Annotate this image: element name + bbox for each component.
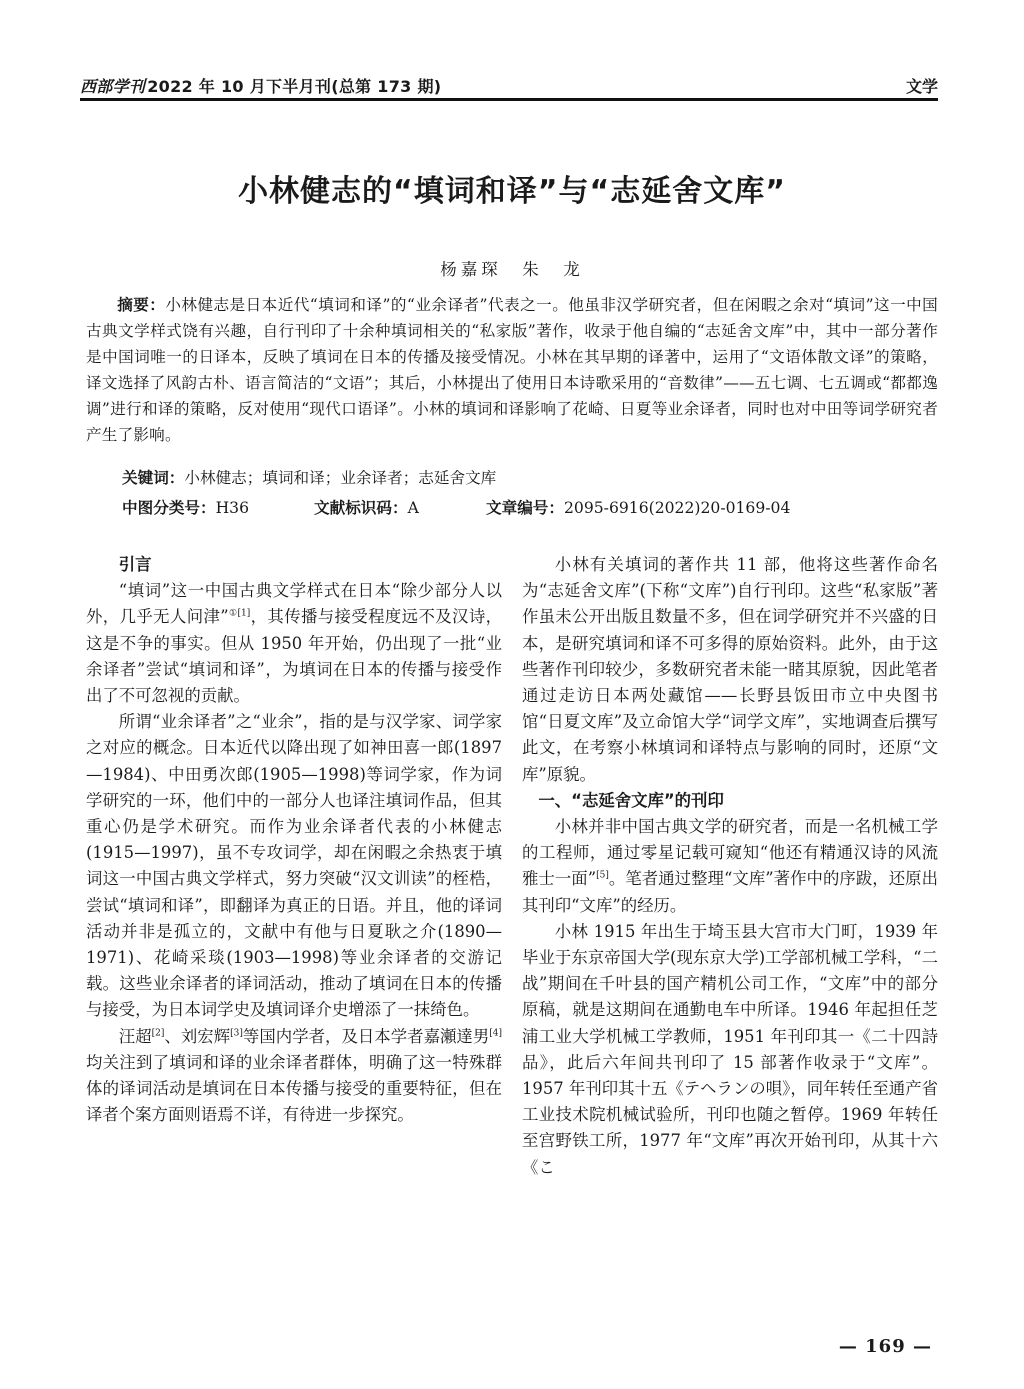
intro-heading: 引言 xyxy=(118,555,152,574)
footnote-ref: ①[1] xyxy=(228,608,251,619)
paragraph-1 xyxy=(86,578,502,709)
paragraph-2: 所谓“业余译者”之“业余”，指的是与汉学家、词学家之对应的概念。日本近代以降出现了如神田喜一郎(1897—1984)、中田勇次郎(1905—1998)等词学家，作为词学研究的一环，他们中的一部分人也译注填词作品，但其重心仍是学术研究。而作为业余译者代表的小林健志(1915—1997)，虽不专攻词学，却在闲暇之余热衷于填词这一中国古典文学样式，努力突破“汉文训读”的桎梏，尝试“填词和译”，即翻译为真正的日语。并且，他的译词活动并非是孤立的，文献中有他与日夏耿之介(1890—1971)、花崎采琰(1903—1998)等业余译者的交游记载。这些业余译者的译词活动，推动了填词在日本的传播与接受，为日本词学史及填词译介史增添了一抹绮色。 xyxy=(86,712,502,1020)
p1-text-b: ，其传播与接受程度远不及汉诗，这是不争的事实。但从 1950 年开始，仍出现了一批“业余译者”尝试“填词和译”，为填词在日本的传播与接受作出了不可忽视的贡献。 xyxy=(86,607,502,706)
keywords-label: 关键词： xyxy=(122,469,185,487)
running-header xyxy=(80,70,938,101)
clc-value: H36 xyxy=(215,499,250,517)
abstract-text: 小林健志是日本近代“填词和译”的“业余译者”代表之一。他虽非汉学研究者，但在闲暇之余对“填词”这一中国古典文学样式饶有兴趣，自行刊印了十余种填词相关的“私家版”著作，收录于他自编的“志延舍文库”中，其中一部分著作是中国词唯一的日译本，反映了填词在日本的传播及接受情况。小林在其早期的译著中，运用了“文语体散文译”的策略，译文选择了风韵古朴、语言简洁的“文语”；其后，小林提出了使用日本诗歌采用的“音数律”——五七调、七五调或“都都逸调”进行和译的策略，反对使用“现代口语译”。小林的填词和译影响了花崎、日夏等业余译者，同时也对中田等词学研究者产生了影响。 xyxy=(86,296,938,444)
article-title: 小林健志的“填词和译”与“志延舍文库” xyxy=(238,174,786,209)
p5-text-a: 小林并非中国古典文学的研究者，而是一名机械工学的工程师，通过零星记载可窥知“他还有精通汉诗的风流雅士一面” xyxy=(522,817,938,889)
paragraph-3 xyxy=(86,1024,502,1129)
article-number xyxy=(486,496,790,518)
journal-logo: 西部学刊 xyxy=(80,77,146,96)
section-1-heading: 一、“志延舍文库”的刊印 xyxy=(538,790,724,810)
clc-label: 中图分类号： xyxy=(122,499,216,517)
citation-ref: [3] xyxy=(230,1028,243,1039)
p3-text-c: 等国内学者，及日本学者嘉瀬達男 xyxy=(242,1026,490,1046)
paragraph-6: 小林 1915 年出生于埼玉县大宫市大门町，1939 年毕业于东京帝国大学(现东京大学)工学部机械工学科，“二战”期间在千叶县的国产精机公司工作，“文库”中的部分原稿，就是这期间在通勤电车中所译。1946 年起担任芝浦工业大学机械工学教师，1951 年刊印其一《二十四詩品》，此后六年间共刊印了 15 部著作收录于“文库”。1957 年刊印其十五《テヘランの唄》，同年转任至通产省工业技术院机械试验所，刊印也随之暂停。1969 年转任至宫野铁工所，1977 年“文库”再次开始刊印，从其十六《こ xyxy=(522,921,938,1177)
right-column xyxy=(522,552,938,1181)
p5-text-b: 。笔者通过整理“文库”著作中的序跋，还原出其刊印“文库”的经历。 xyxy=(522,869,938,915)
article-number-value: 2095-6916(2022)20-0169-04 xyxy=(563,499,791,517)
issue-text: 2022 年 10 月下半月刊(总第 173 期) xyxy=(147,77,442,96)
paragraph-5 xyxy=(522,814,938,919)
keywords xyxy=(122,466,496,488)
paragraph-4: 小林有关填词的著作共 11 部，他将这些著作命名为“志延舍文库”(下称“文库”)自行刊印。这些“私家版”著作虽未公开出版且数量不多，但在词学研究并不兴盛的日本，是研究填词和译不可多得的原始资料。此外，由于这些著作刊印较少，多数研究者未能一睹其原貌，因此笔者通过走访日本两处藏馆——长野县饭田市立中央图书馆“日夏文库”及立命馆大学“词学文库”，实地调查后撰写此文，在考察小林填词和译特点与影响的同时，还原“文库”原貌。 xyxy=(522,555,938,784)
abstract xyxy=(86,292,938,448)
article-number-label: 文章编号： xyxy=(486,499,564,517)
p1-text-a: “填词”这一中国古典文学样式在日本“除少部分人以外，几乎无人问津” xyxy=(86,581,502,627)
left-column xyxy=(86,552,502,1128)
section-label: 文学 xyxy=(905,77,938,96)
abstract-label: 摘要： xyxy=(117,296,166,314)
p3-text-a: 汪超 xyxy=(118,1026,152,1046)
classification-line xyxy=(122,496,942,520)
clc xyxy=(122,496,249,518)
doc-code-value: A xyxy=(407,499,419,517)
p3-text-d: 均关注到了填词和译的业余译者群体，明确了这一特殊群体的译词活动是填词在日本传播与接受的重要特征，但在译者个案方面则语焉不详，有待进一步探究。 xyxy=(86,1052,502,1125)
citation-ref: [2] xyxy=(151,1028,165,1039)
journal-issue xyxy=(80,74,441,97)
keywords-text: 小林健志；填词和译；业余译者；志延舍文库 xyxy=(184,469,497,487)
doc-code xyxy=(314,496,419,518)
p3-text-b: 、刘宏辉 xyxy=(164,1026,231,1046)
citation-ref: [4] xyxy=(489,1028,503,1039)
citation-ref: [5] xyxy=(596,870,609,881)
doc-code-label: 文献标识码： xyxy=(314,499,408,517)
article-authors: 杨嘉琛 朱 龙 xyxy=(440,260,584,279)
page-number: — 169 — xyxy=(838,1336,932,1357)
